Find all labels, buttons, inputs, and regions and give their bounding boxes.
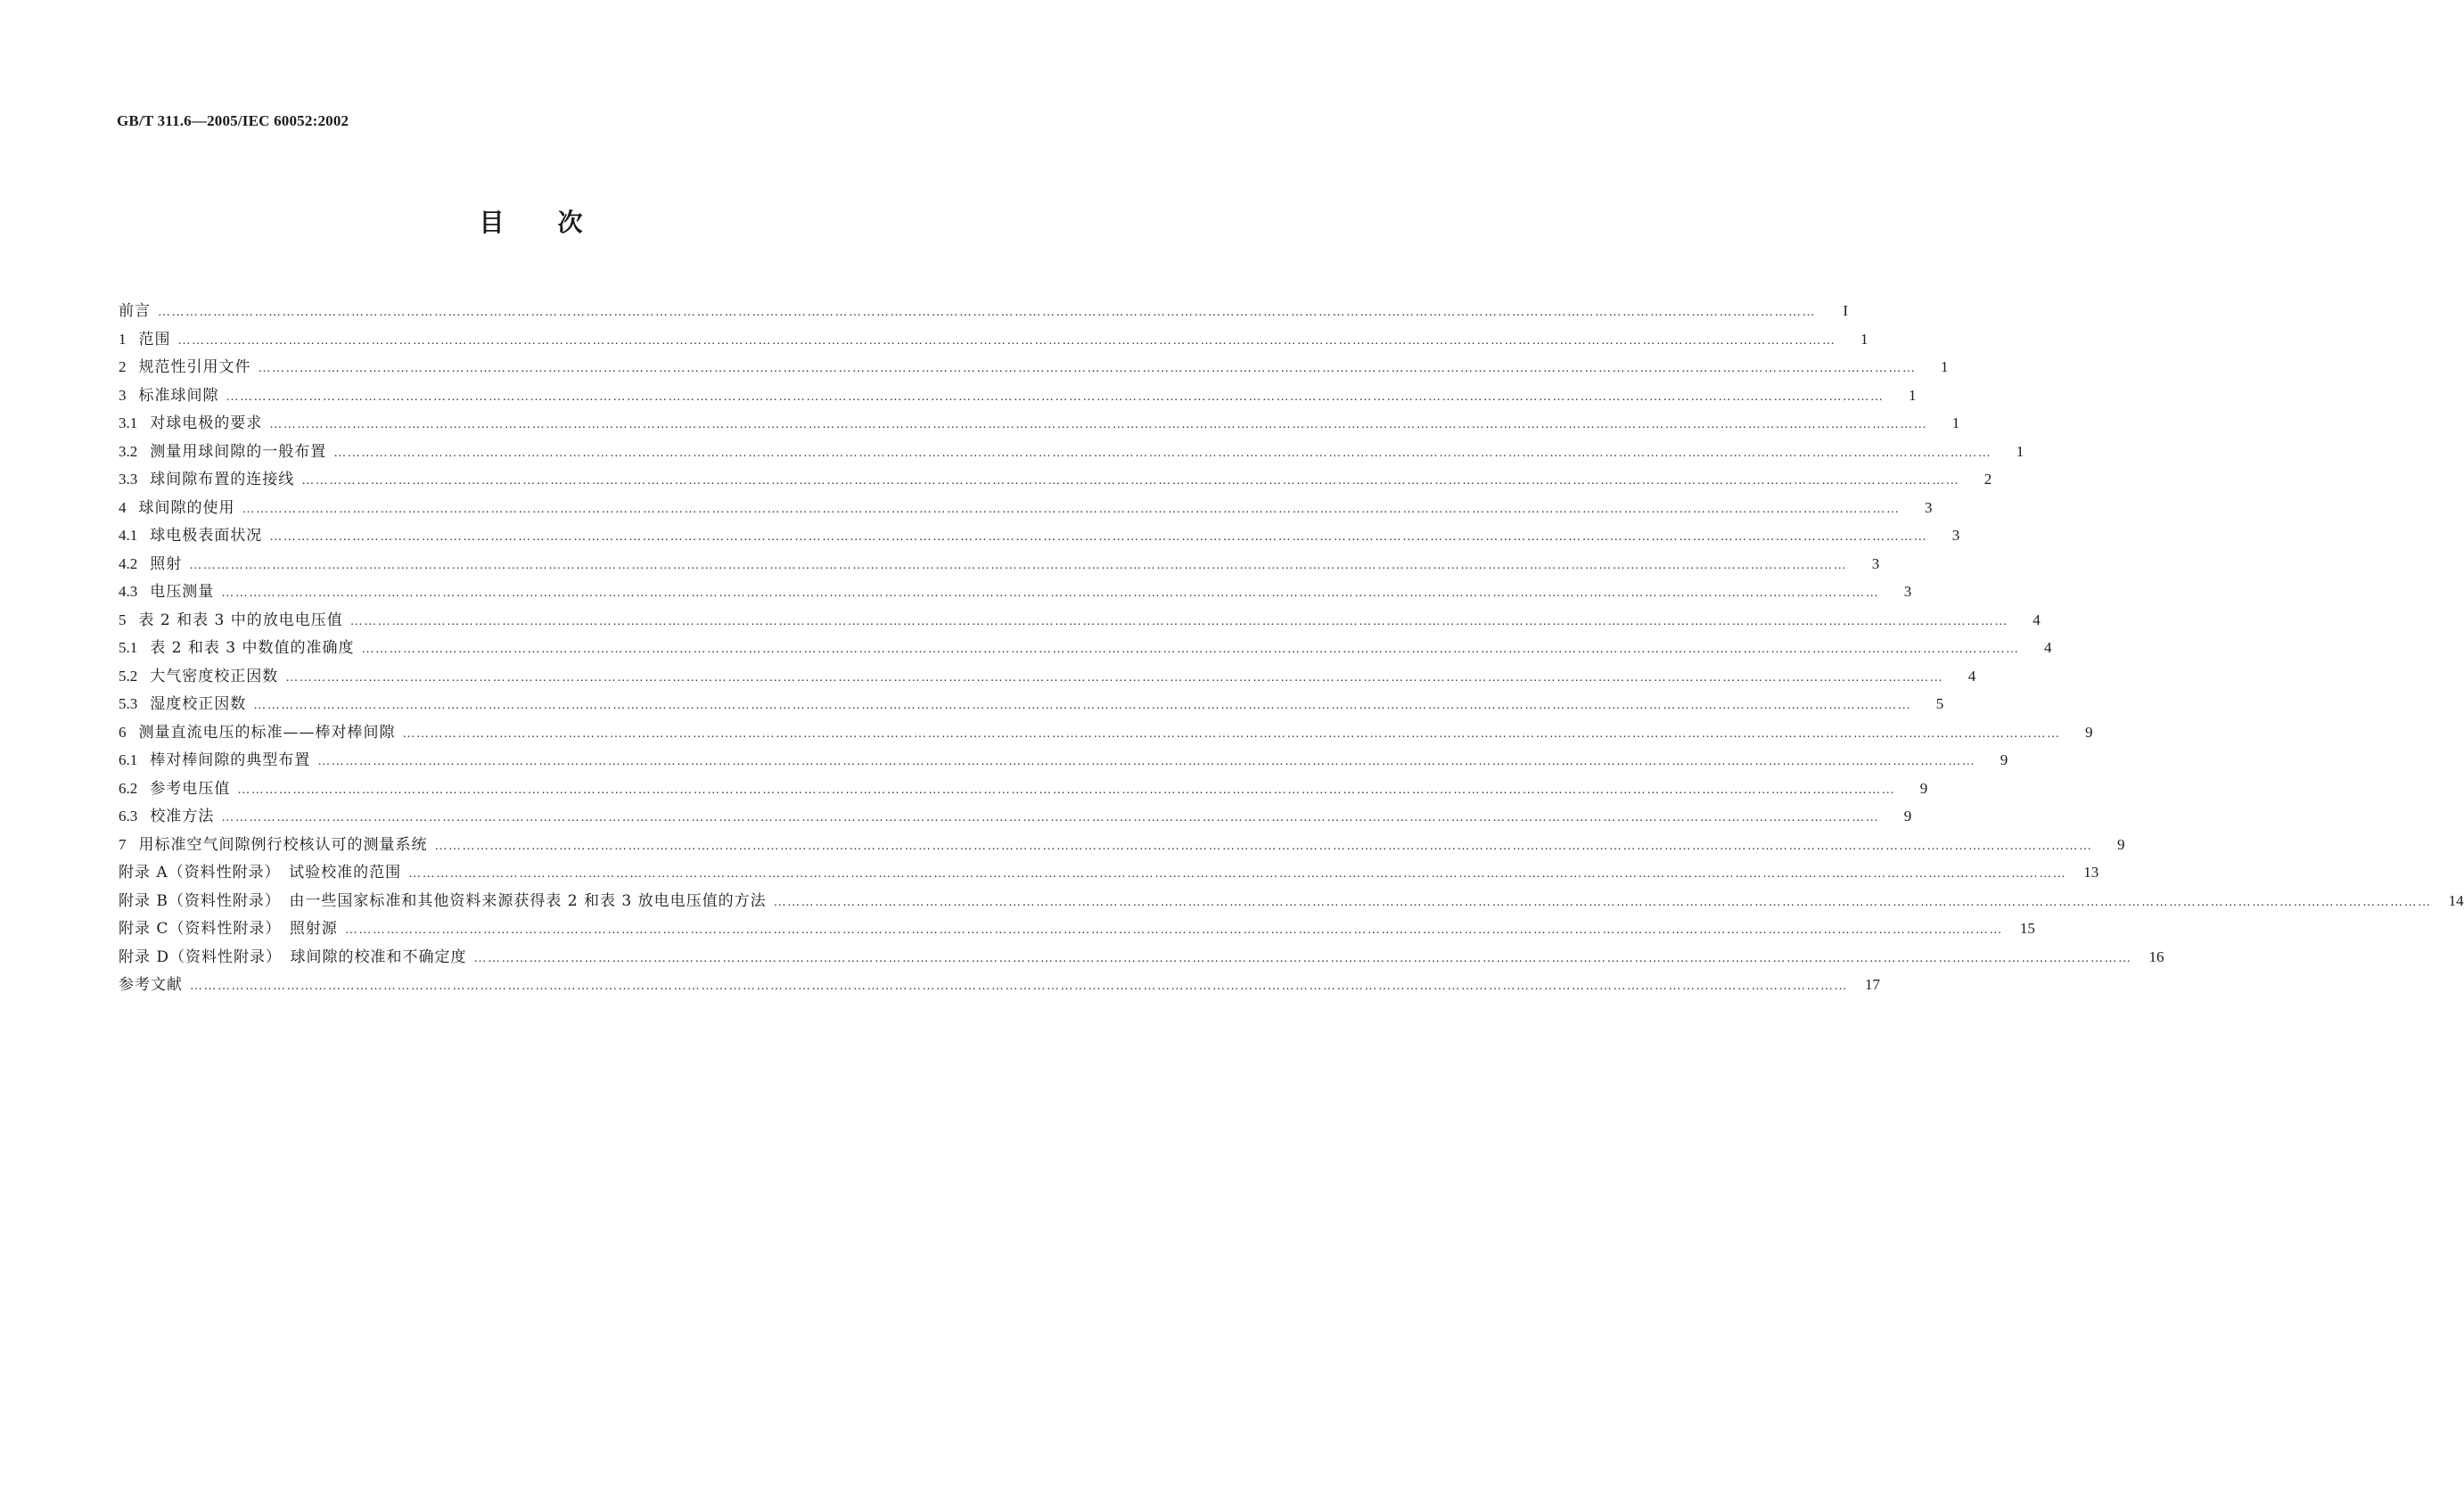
toc-leader-dots: ……………………………………………………………………………………………………………………………………………………………………………………………………………………………………………………………………………………………………………………………… (258, 362, 1917, 375)
toc-entry-number: 7 (119, 835, 127, 853)
toc-entry[interactable] (119, 718, 2093, 747)
toc-entry-page: 4 (2033, 611, 2041, 628)
toc-leader-dots: ……………………………………………………………………………………………………………………………………………………………………………………………………………………………………………………………………………………………………………………………… (773, 895, 2432, 909)
toc-entry-page: 2 (1984, 471, 1992, 488)
toc-leader-dots: ……………………………………………………………………………………………………………………………………………………………………………………………………………………………………………………………………………………………………………………………… (253, 699, 1912, 712)
table-of-contents (119, 297, 2464, 999)
toc-entry-label: 电压测量 (150, 583, 215, 601)
toc-leader-dots: ……………………………………………………………………………………………………………………………………………………………………………………………………………………………………………………………………………………………………………………………… (344, 923, 2003, 937)
toc-entry-number: 3.1 (119, 414, 138, 431)
toc-entry-label: 棒对棒间隙的典型布置 (150, 751, 311, 769)
toc-entry-number: 5.3 (119, 695, 138, 712)
toc-entry-number: 3 (119, 386, 127, 404)
toc-entry[interactable] (119, 578, 1912, 606)
toc-entry[interactable] (119, 494, 1933, 522)
toc-entry[interactable] (119, 662, 1976, 691)
toc-leader-dots: ……………………………………………………………………………………………………………………………………………………………………………………………………………………………………………………………………………………………………………………………… (269, 418, 1928, 431)
toc-entry-label: 球电极表面状况 (150, 527, 263, 545)
toc-entry-number: 4.2 (119, 554, 138, 572)
toc-entry-label: 球间隙布置的连接线 (150, 471, 295, 488)
toc-entry[interactable] (119, 775, 1928, 803)
toc-entry[interactable] (119, 438, 2025, 466)
toc-entry-page: 5 (1935, 695, 1944, 712)
toc-leader-dots: ……………………………………………………………………………………………………………………………………………………………………………………………………………………………………………………………………………………………………………………………… (361, 643, 2020, 656)
toc-entry-number: 4 (119, 498, 127, 516)
toc-entry-label: 表 2 和表 3 中数值的准确度 (150, 639, 355, 657)
toc-entry-number: 5.1 (119, 639, 138, 656)
toc-entry[interactable] (119, 634, 2052, 662)
toc-leader-dots: ……………………………………………………………………………………………………………………………………………………………………………………………………………………………………………………………………………………………………………………………… (333, 446, 1992, 460)
toc-entry-page: 1 (1941, 358, 1949, 375)
toc-entry[interactable] (119, 325, 1869, 354)
toc-entry-number: 5.2 (119, 667, 138, 685)
toc-entry-page: 13 (2083, 864, 2099, 881)
toc-entry-label: 照射 (150, 554, 183, 573)
toc-entry-page: I (1843, 302, 1848, 319)
toc-entry-page: 3 (1951, 527, 1960, 544)
toc-entry-label: 附录 A（资料性附录） 试验校准的范围 (119, 864, 402, 882)
toc-entry-page: 14 (2448, 891, 2464, 909)
toc-entry-label: 参考电压值 (150, 779, 231, 798)
toc-entry[interactable] (119, 971, 1880, 999)
toc-entry-page: 4 (1967, 667, 1976, 685)
toc-entry-label: 附录 B（资料性附录） 由一些国家标准和其他资料来源获得表 2 和表 3 放电电压值的方法 (119, 891, 767, 910)
toc-entry-page: 17 (1865, 976, 1880, 993)
toc-entry[interactable] (119, 915, 2035, 943)
toc-entry-label: 附录 D（资料性附录） 球间隙的校准和不确定度 (119, 947, 467, 966)
toc-entry-page: 3 (1871, 554, 1880, 572)
toc-entry-page: 9 (1919, 779, 1928, 797)
toc-entry[interactable] (119, 606, 2041, 635)
toc-entry-label: 测量用球间隙的一般布置 (150, 442, 327, 461)
toc-leader-dots: ……………………………………………………………………………………………………………………………………………………………………………………………………………………………………………………………………………………………………………………………… (434, 839, 2093, 853)
toc-leader-dots: ……………………………………………………………………………………………………………………………………………………………………………………………………………………………………………………………………………………………………………………………… (285, 670, 1944, 685)
toc-entry-label: 范围 (138, 330, 171, 349)
toc-leader-dots: ……………………………………………………………………………………………………………………………………………………………………………………………………………………………………………………………………………………………………………………………… (190, 980, 1848, 993)
toc-entry-number: 3.2 (119, 442, 138, 460)
toc-leader-dots: ……………………………………………………………………………………………………………………………………………………………………………………………………………………………………………………………………………………………………………………………… (221, 811, 1880, 824)
toc-leader-dots: ……………………………………………………………………………………………………………………………………………………………………………………………………………………………………………………………………………………………………………………………… (408, 867, 2067, 881)
toc-entry-label: 附录 C（资料性附录） 照射源 (119, 920, 338, 938)
toc-entry-label: 用标准空气间隙例行校核认可的测量系统 (138, 835, 428, 854)
toc-entry-page: 4 (2044, 639, 2052, 656)
toc-entry-page: 1 (1951, 414, 1960, 431)
toc-entry-label: 大气密度校正因数 (150, 667, 279, 685)
toc-leader-dots: ……………………………………………………………………………………………………………………………………………………………………………………………………………………………………………………………………………………………………………………………… (226, 390, 1885, 404)
toc-entry[interactable] (119, 409, 1960, 438)
toc-entry[interactable] (119, 690, 1944, 718)
toc-entry-label: 测量直流电压的标准——棒对棒间隙 (138, 723, 396, 742)
toc-entry-page: 3 (1903, 583, 1912, 600)
toc-entry-number: 1 (119, 330, 127, 348)
toc-entry-label: 规范性引用文件 (138, 358, 251, 376)
toc-entry[interactable] (119, 353, 1949, 381)
toc-entry-number: 4.1 (119, 527, 138, 544)
toc-leader-dots: ……………………………………………………………………………………………………………………………………………………………………………………………………………………………………………………………………………………………………………………………… (301, 474, 1960, 488)
toc-entry[interactable] (119, 943, 2164, 972)
toc-entry-label: 湿度校正因数 (150, 695, 247, 713)
document-code: GB/T 311.6—2005/IEC 60052:2002 (117, 112, 349, 129)
toc-leader-dots: ……………………………………………………………………………………………………………………………………………………………………………………………………………………………………………………………………………………………………………………………… (317, 755, 1976, 768)
toc-entry-page: 16 (2148, 947, 2164, 965)
toc-entry-label: 参考文献 (119, 976, 183, 994)
toc-leader-dots: ……………………………………………………………………………………………………………………………………………………………………………………………………………………………………………………………………………………………………………………………… (189, 558, 1848, 572)
toc-entry-number: 2 (119, 358, 127, 375)
toc-entry[interactable] (119, 297, 1848, 325)
toc-entry[interactable] (119, 521, 1960, 550)
toc-entry[interactable] (119, 802, 1912, 831)
toc-entry-number: 4.3 (119, 583, 138, 600)
toc-entry[interactable] (119, 381, 1917, 410)
toc-entry-label: 对球电极的要求 (150, 414, 263, 432)
toc-entry-page: 9 (2085, 723, 2093, 741)
toc-entry-label: 球间隙的使用 (138, 498, 235, 517)
toc-entry-number: 5 (119, 611, 127, 628)
toc-leader-dots: ……………………………………………………………………………………………………………………………………………………………………………………………………………………………………………………………………………………………………………………………… (221, 586, 1880, 600)
toc-entry-number: 3.3 (119, 471, 138, 488)
toc-entry-page: 9 (1903, 808, 1912, 824)
toc-entry-label: 前言 (119, 302, 151, 320)
toc-entry[interactable] (119, 887, 2464, 915)
toc-entry-number: 6.3 (119, 808, 138, 824)
toc-leader-dots: ……………………………………………………………………………………………………………………………………………………………………………………………………………………………………………………………………………………………………………………………… (473, 951, 2132, 965)
toc-entry-page: 9 (2117, 835, 2125, 853)
toc-entry-page: 1 (1860, 330, 1869, 348)
toc-leader-dots: ……………………………………………………………………………………………………………………………………………………………………………………………………………………………………………………………………………………………………………………………… (242, 502, 1901, 516)
toc-leader-dots: ……………………………………………………………………………………………………………………………………………………………………………………………………………………………………………………………………………………………………………………………… (158, 306, 1816, 319)
toc-entry-label: 校准方法 (150, 808, 215, 825)
toc-entry-number: 6 (119, 723, 127, 741)
toc-entry-page: 15 (2019, 920, 2035, 937)
page-title: 目次 (479, 208, 637, 237)
toc-leader-dots: ……………………………………………………………………………………………………………………………………………………………………………………………………………………………………………………………………………………………………………………………… (402, 726, 2061, 741)
toc-leader-dots: ……………………………………………………………………………………………………………………………………………………………………………………………………………………………………………………………………………………………………………………………… (177, 333, 1836, 348)
toc-leader-dots: ……………………………………………………………………………………………………………………………………………………………………………………………………………………………………………………………………………………………………………………………… (237, 783, 1896, 797)
toc-entry[interactable] (119, 550, 1880, 578)
toc-entry-label: 标准球间隙 (138, 386, 219, 405)
toc-entry-number: 6.2 (119, 779, 138, 797)
toc-entry-label: 表 2 和表 3 中的放电电压值 (138, 611, 343, 629)
toc-entry-number: 6.1 (119, 751, 138, 768)
toc-entry[interactable] (119, 858, 2099, 887)
toc-entry-page: 1 (1909, 386, 1917, 404)
toc-entry[interactable] (119, 746, 2008, 775)
toc-entry-page: 9 (2000, 751, 2008, 768)
toc-entry-page: 3 (1925, 498, 1933, 516)
toc-leader-dots: ……………………………………………………………………………………………………………………………………………………………………………………………………………………………………………………………………………………………………………………………… (269, 530, 1928, 544)
toc-entry-page: 1 (2016, 442, 2025, 460)
toc-leader-dots: ……………………………………………………………………………………………………………………………………………………………………………………………………………………………………………………………………………………………………………………………… (349, 614, 2008, 628)
toc-entry[interactable] (119, 465, 1992, 494)
toc-entry[interactable] (119, 831, 2125, 859)
